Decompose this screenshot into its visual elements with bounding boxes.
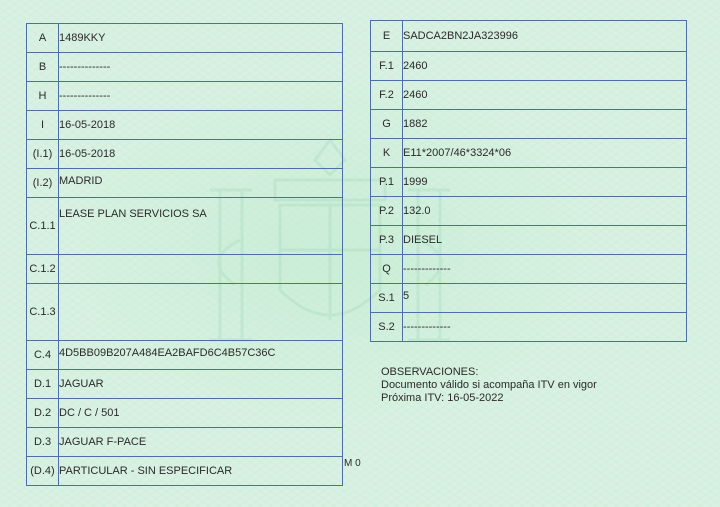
field-code: C.1.2 bbox=[27, 255, 59, 284]
field-value: 16-05-2018 bbox=[59, 111, 343, 140]
field-row-d1 bbox=[27, 370, 343, 399]
field-row-d2 bbox=[27, 399, 343, 428]
field-code: H bbox=[27, 82, 59, 111]
field-row-c12 bbox=[27, 255, 343, 284]
field-code: D.2 bbox=[27, 399, 59, 428]
field-row-c13 bbox=[27, 284, 343, 341]
field-row-p1 bbox=[371, 168, 687, 197]
field-code: B bbox=[27, 53, 59, 82]
field-code: (I.2) bbox=[27, 169, 59, 198]
field-row-f1 bbox=[371, 52, 687, 81]
field-value: DC / C / 501 bbox=[59, 399, 343, 428]
field-value: 16-05-2018 bbox=[59, 140, 343, 169]
field-value: -------------- bbox=[59, 53, 343, 82]
field-row-c11 bbox=[27, 198, 343, 255]
field-code: P.3 bbox=[371, 226, 403, 255]
document-mark: M 0 bbox=[344, 458, 361, 469]
field-code: P.1 bbox=[371, 168, 403, 197]
field-code: S.2 bbox=[371, 313, 403, 342]
field-value: ------------- bbox=[403, 255, 687, 284]
field-value: ------------- bbox=[403, 313, 687, 342]
field-code: D.3 bbox=[27, 428, 59, 457]
field-value: E11*2007/46*3324*06 bbox=[403, 139, 687, 168]
field-row-g bbox=[371, 110, 687, 139]
field-value bbox=[59, 284, 343, 341]
observations-heading: OBSERVACIONES: bbox=[381, 366, 479, 378]
left-fields-table bbox=[26, 23, 343, 486]
field-value: 1882 bbox=[403, 110, 687, 139]
observations-block bbox=[381, 366, 597, 405]
field-code: (I.1) bbox=[27, 140, 59, 169]
field-value: MADRID bbox=[59, 169, 343, 198]
right-fields-table bbox=[370, 20, 687, 342]
field-code: E bbox=[371, 21, 403, 52]
field-value: SADCA2BN2JA323996 bbox=[403, 21, 687, 52]
field-row-q bbox=[371, 255, 687, 284]
field-code: C.4 bbox=[27, 341, 59, 370]
field-row-f2 bbox=[371, 81, 687, 110]
field-code: F.1 bbox=[371, 52, 403, 81]
field-value: -------------- bbox=[59, 82, 343, 111]
field-value bbox=[59, 255, 343, 284]
field-code: G bbox=[371, 110, 403, 139]
field-code: C.1.3 bbox=[27, 284, 59, 341]
field-row-i1 bbox=[27, 140, 343, 169]
field-row-s1 bbox=[371, 284, 687, 313]
field-row-d3 bbox=[27, 428, 343, 457]
observations-line-1: Documento válido si acompaña ITV en vigor bbox=[381, 379, 597, 391]
field-row-h bbox=[27, 82, 343, 111]
field-value: PARTICULAR - SIN ESPECIFICAR bbox=[59, 457, 343, 486]
field-code: A bbox=[27, 24, 59, 53]
field-code: F.2 bbox=[371, 81, 403, 110]
field-row-a bbox=[27, 24, 343, 53]
field-code: I bbox=[27, 111, 59, 140]
field-row-k bbox=[371, 139, 687, 168]
field-value: JAGUAR F-PACE bbox=[59, 428, 343, 457]
field-value: 5 bbox=[403, 284, 687, 313]
field-code: Q bbox=[371, 255, 403, 284]
field-value: 2460 bbox=[403, 81, 687, 110]
field-row-i bbox=[27, 111, 343, 140]
observations-line-2: Próxima ITV: 16-05-2022 bbox=[381, 392, 504, 404]
field-code: (D.4) bbox=[27, 457, 59, 486]
field-value: 2460 bbox=[403, 52, 687, 81]
field-row-s2 bbox=[371, 313, 687, 342]
field-code: D.1 bbox=[27, 370, 59, 399]
field-row-p3 bbox=[371, 226, 687, 255]
field-value: LEASE PLAN SERVICIOS SA bbox=[59, 198, 343, 255]
field-code: K bbox=[371, 139, 403, 168]
field-row-b bbox=[27, 53, 343, 82]
field-row-i2 bbox=[27, 169, 343, 198]
field-code: S.1 bbox=[371, 284, 403, 313]
field-value: JAGUAR bbox=[59, 370, 343, 399]
field-row-e bbox=[371, 21, 687, 52]
field-code: P.2 bbox=[371, 197, 403, 226]
field-value: DIESEL bbox=[403, 226, 687, 255]
field-value: 4D5BB09B207A484EA2BAFD6C4B57C36C bbox=[59, 341, 343, 370]
field-value: 132.0 bbox=[403, 197, 687, 226]
field-code: C.1.1 bbox=[27, 198, 59, 255]
field-value: 1489KKY bbox=[59, 24, 343, 53]
field-row-d4 bbox=[27, 457, 343, 486]
field-row-c4 bbox=[27, 341, 343, 370]
field-row-p2 bbox=[371, 197, 687, 226]
field-value: 1999 bbox=[403, 168, 687, 197]
